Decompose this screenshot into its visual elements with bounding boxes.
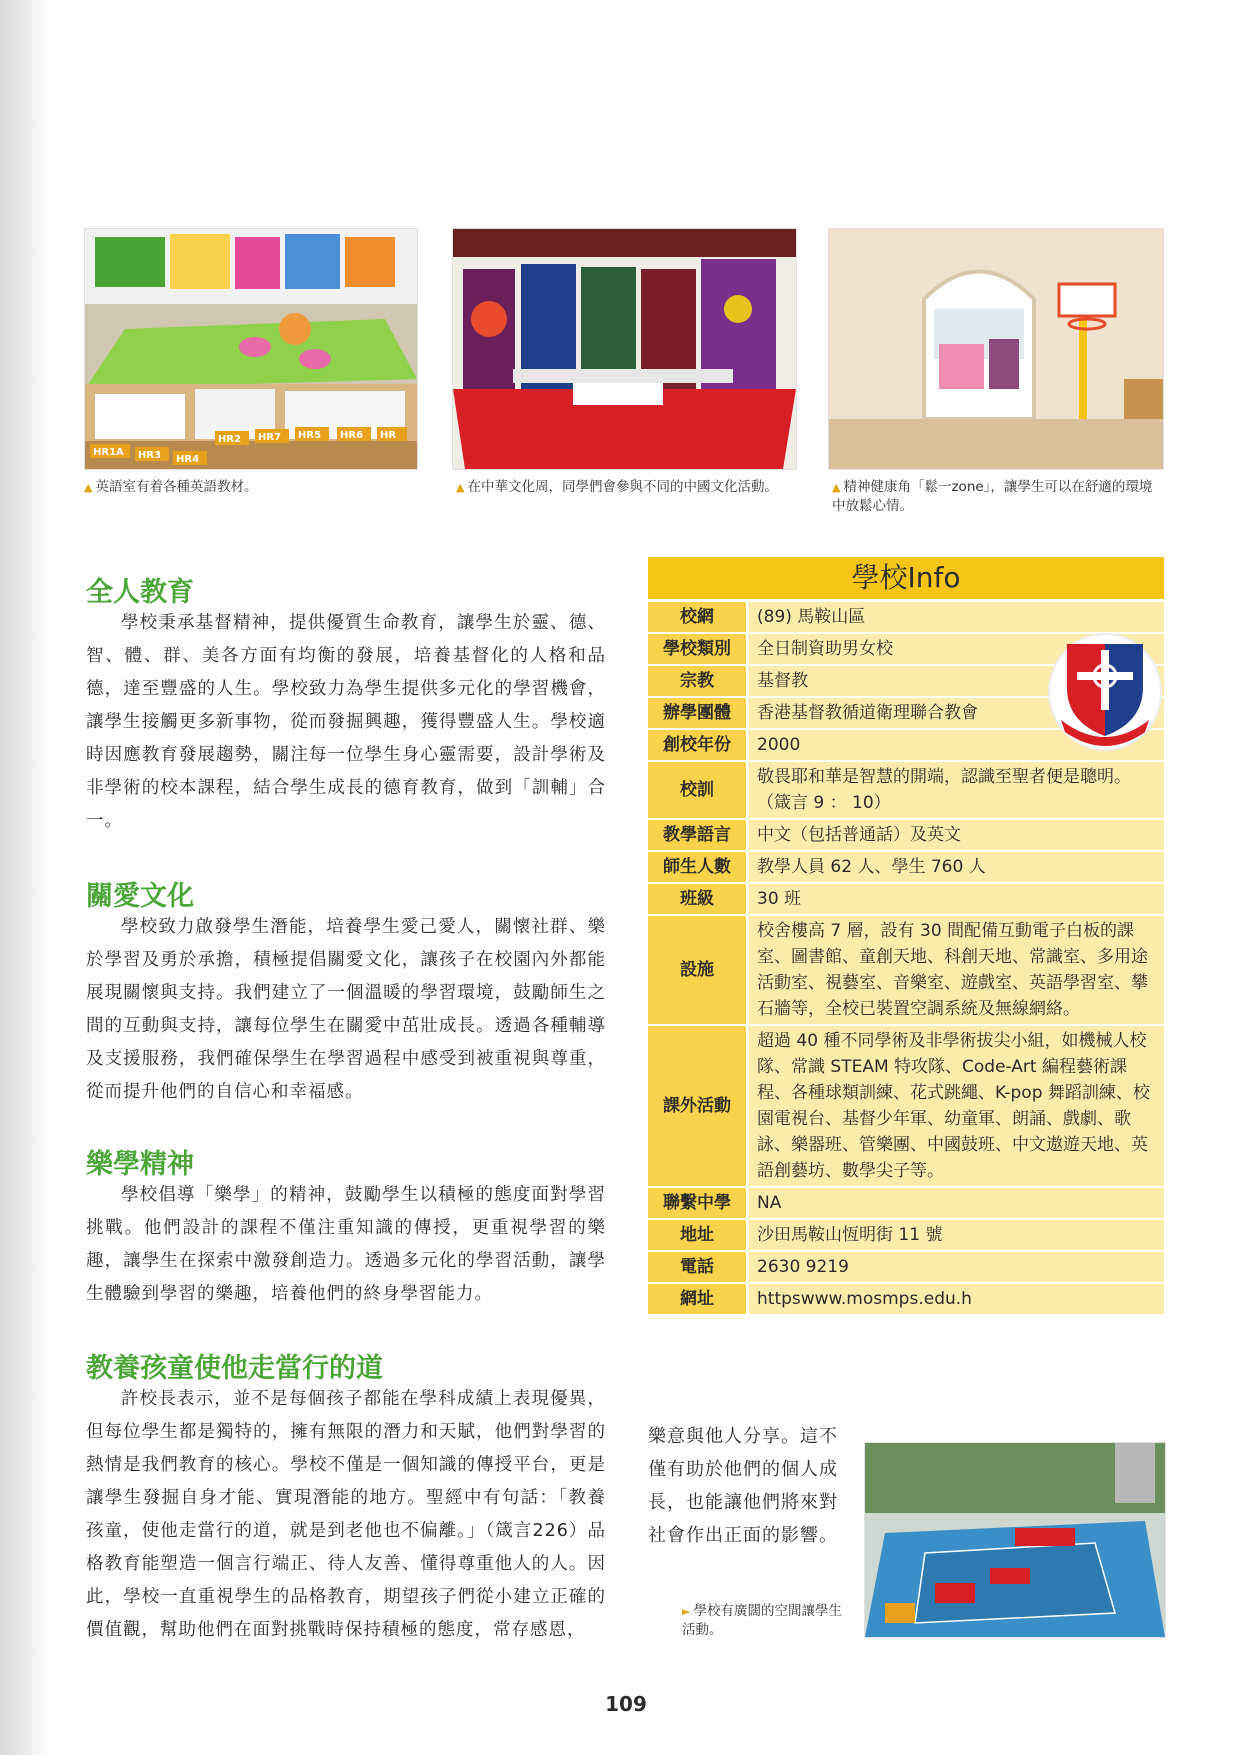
info-value: 全日制資助男女校 (748, 633, 1165, 665)
photo-school-playground (864, 1442, 1166, 1638)
caption-mental-health-corner (832, 478, 1164, 516)
box-label-hr5: HR5 (298, 430, 322, 441)
info-key: 學校類別 (648, 633, 748, 665)
info-value: httpswww.mosmps.edu.h (748, 1283, 1165, 1315)
info-row (648, 819, 1164, 851)
paragraph-train-up-a-child: 許校長表示，並不是每個孩子都能在學科成績上表現優異，但每位學生都是獨特的，擁有無限的潛力和天賦，他們對學習的熱情是我們教育的核心。學校不僅是一個知識的傳授平台，更是讓學生發掘自身才能、實現潛能的地方。聖經中有句話：「教養孩童，使他走當行的道，就是到老他也不偏離。」（箴言226）品格教育能塑造一個言行端正、待人友善、懂得尊重他人的人。因此，學校一直重視學生的品格教育，期望孩子們從小建立正確的價值觀，幫助他們在面對挑戰時保持積極的態度，常存感恩， (86, 1389, 606, 1640)
info-value: 30 班 (748, 883, 1165, 915)
paragraph-joyful-learning: 學校倡導「樂學」的精神，鼓勵學生以積極的態度面對學習挑戰。他們設計的課程不僅注重知識的傳授，更重視學習的樂趣，讓學生在探索中激發創造力。透過多元化的學習活動，讓學生體驗到學習的樂趣，培養他們的終身學習能力。 (86, 1185, 606, 1304)
info-key: 聯繫中學 (648, 1187, 748, 1219)
info-key: 課外活動 (648, 1025, 748, 1187)
info-value: 敬畏耶和華是智慧的開端，認識至聖者便是聰明。（箴言 9 ： 10） (748, 761, 1165, 819)
info-value: 教學人員 62 人、學生 760 人 (748, 851, 1165, 883)
info-key: 地址 (648, 1219, 748, 1251)
info-key: 創校年份 (648, 729, 748, 761)
info-value: 2000 (748, 729, 1165, 761)
english-room-illustration (85, 229, 417, 469)
info-row (648, 1187, 1164, 1219)
caption-text: 在中華文化周，同學們會參與不同的中國文化活動。 (467, 479, 778, 495)
box-label-hr7: HR7 (258, 432, 282, 443)
caption-text: 學校有廣闊的空間讓學生活動。 (682, 1603, 842, 1638)
info-row (648, 915, 1164, 1025)
page-number: 109 (605, 1692, 647, 1716)
playground-illustration (865, 1443, 1165, 1637)
caption-triangle-icon: ▲ (84, 481, 93, 494)
paragraph-caring-culture: 學校致力啟發學生潛能，培養學生愛己愛人，關懷社群、樂於學習及勇於承擔，積極提倡關愛文化，讓孩子在校園內外都能展現關懷與支持。我們建立了一個溫暖的學習環境，鼓勵師生之間的互動與支持，讓每位學生在關愛中茁壯成長。透過各種輔導及支援服務，我們確保學生在學習過程中感受到被重視與尊重，從而提升他們的自信心和幸福感。 (86, 917, 606, 1102)
info-row (648, 851, 1164, 883)
box-label-hr: HR (380, 430, 397, 441)
info-value: 校舍樓高 7 層，設有 30 間配備互動電子白板的課室、圖書館、童創天地、科創天地、常識室、多用途活動室、視藝室、音樂室、遊戲室、英語學習室、攀石牆等，全校已裝置空調系統及無線網絡。 (748, 915, 1165, 1025)
culture-week-illustration (453, 229, 796, 469)
info-key: 電話 (648, 1251, 748, 1283)
box-label-hr1a: HR1A (93, 447, 124, 458)
heading-whole-person-education: 全人教育 (86, 577, 194, 608)
info-row (648, 1025, 1164, 1187)
heading-train-up-a-child: 教養孩童使他走當行的道 (86, 1353, 383, 1384)
info-key: 宗教 (648, 665, 748, 697)
info-key: 師生人數 (648, 851, 748, 883)
info-value: 沙田馬鞍山恆明街 11 號 (748, 1219, 1165, 1251)
box-label-hr4: HR4 (176, 454, 200, 465)
info-value: 香港基督教循道衛理聯合教會 (748, 697, 1165, 729)
caption-text: 精神健康角「鬆一zone」，讓學生可以在舒適的環境中放鬆心情。 (832, 479, 1153, 514)
info-row (648, 761, 1164, 819)
photo-chinese-culture-week (452, 228, 797, 470)
heading-joyful-learning: 樂學精神 (86, 1149, 194, 1180)
box-label-hr3: HR3 (138, 450, 162, 461)
caption-chinese-culture-week (456, 478, 796, 497)
caption-text: 英語室有着各種英語教材。 (95, 479, 258, 495)
caption-english-room (84, 478, 414, 497)
school-crest-icon (1047, 632, 1163, 752)
continuation-paragraph: 樂意與他人分享。這不僅有助於他們的個人成長，也能讓他們將來對社會作出正面的影響。 (648, 1426, 838, 1546)
info-row (648, 602, 1164, 633)
info-row (648, 1283, 1164, 1315)
page-binding-shadow (0, 0, 50, 1755)
info-row (648, 1219, 1164, 1251)
box-label-hr2: HR2 (218, 434, 242, 445)
info-value: 基督教 (748, 665, 1165, 697)
info-key: 教學語言 (648, 819, 748, 851)
photo-english-room (84, 228, 418, 470)
caption-school-playground (682, 1602, 852, 1640)
school-info-title: 學校Info (648, 557, 1164, 602)
info-value: (89) 馬鞍山區 (748, 602, 1165, 633)
school-emblem-logo (1047, 632, 1163, 752)
info-row (648, 883, 1164, 915)
heading-caring-culture: 關愛文化 (86, 881, 194, 912)
info-key: 設施 (648, 915, 748, 1025)
box-label-hr6: HR6 (340, 430, 364, 441)
photo-mental-health-corner (828, 228, 1164, 470)
info-key: 班級 (648, 883, 748, 915)
info-value: 中文（包括普通話）及英文 (748, 819, 1165, 851)
info-row (648, 1251, 1164, 1283)
info-value: 超過 40 種不同學術及非學術拔尖小組，如機械人校隊、常識 STEAM 特攻隊、Code-Art 編程藝術課程、各種球類訓練、花式跳繩、K-pop 舞蹈訓練、校園電視台、基督少年軍、幼童軍、朗誦、戲劇、歌詠、樂器班、管樂團、中國鼓班、中文遨遊天地、英語創藝坊、數學尖子等。 (748, 1025, 1165, 1187)
info-key: 校網 (648, 602, 748, 633)
caption-triangle-right-icon: ► (682, 1605, 691, 1618)
info-value: NA (748, 1187, 1165, 1219)
caption-triangle-icon: ▲ (456, 481, 465, 494)
mental-health-corner-illustration (829, 229, 1163, 469)
info-key: 網址 (648, 1283, 748, 1315)
caption-triangle-icon: ▲ (832, 481, 841, 494)
paragraph-whole-person-education: 學校秉承基督精神，提供優質生命教育，讓學生於靈、德、智、體、群、美各方面有均衡的發展，培養基督化的人格和品德，達至豐盛的人生。學校致力為學生提供多元化的學習機會，讓學生接觸更多新事物，從而發掘興趣，獲得豐盛人生。學校適時因應教育發展趨勢，關注每一位學生身心靈需要，設計學術及非學術的校本課程，結合學生成長的德育教育，做到「訓輔」合一。 (86, 613, 606, 831)
info-value: 2630 9219 (748, 1251, 1165, 1283)
info-key: 校訓 (648, 761, 748, 819)
info-key: 辦學團體 (648, 697, 748, 729)
